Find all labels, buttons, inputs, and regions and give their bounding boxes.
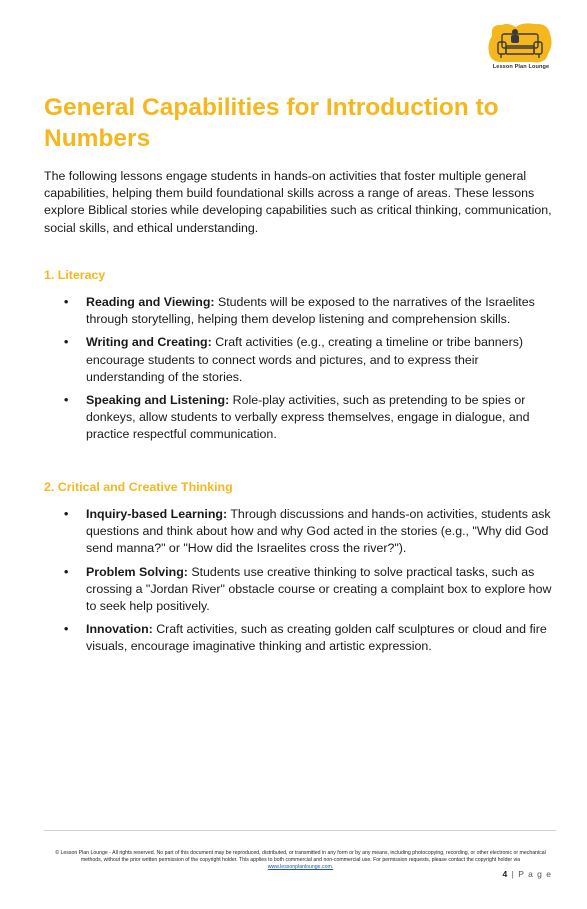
- list-item: [60, 294, 555, 328]
- logo-text: Lesson Plan Lounge: [492, 64, 550, 70]
- list-item: [60, 506, 555, 558]
- list-item-text: Role-play activities, such as pretending to be spies or donkeys, allow students to verbally express themselves, engage in dialogue, and practice respectful communication.: [86, 393, 530, 442]
- copyright-text: © Lesson Plan Lounge - All rights reserved. No part of this document may be reproduced, distributed, or transmitted in any form or by any means, including photocopying, recording, or other electronic or mechanical methods, without the prior written permission of the copyright holder. This applies to both commercial and non-commercial use. For permission requests, please contact the copyright holder via: [55, 850, 546, 863]
- list-item: [60, 621, 555, 655]
- intro-paragraph: The following lessons engage students in hands-on activities that foster multiple general capabilities, helping them build foundational skills across a range of areas. These lessons explore Biblical stories while developing capabilities such as critical thinking, communication, social skills, and ethical understanding.: [44, 169, 552, 235]
- sofa-icon: [486, 22, 556, 66]
- section-title-critical-thinking: 2. Critical and Creative Thinking: [44, 480, 233, 494]
- bullet: •: [64, 507, 69, 521]
- section-title-literacy: 1. Literacy: [44, 268, 106, 282]
- list-item-term: Reading and Viewing:: [86, 295, 215, 309]
- list-item-text: Craft activities, such as creating golden calf sculptures or cloud and fire visuals, encourage imaginative thinking and artistic expression.: [86, 622, 547, 654]
- list-item-text: Craft activities (e.g., creating a timeline or tribe banners) encourage students to connect words and pictures, and to express their understanding of the stories.: [86, 335, 524, 384]
- list-item-text: Students use creative thinking to solve practical tasks, such as crossing a "Jordan River" obstacle course or creating a complaint box to explore how to seek help positively.: [86, 564, 552, 614]
- bullet: •: [64, 622, 69, 637]
- bullet: •: [64, 393, 69, 408]
- bullet: •: [64, 564, 69, 579]
- list-item-term: Writing and Creating:: [86, 335, 212, 350]
- list-item-text: Through discussions and hands-on activities, students ask questions and think about how and why God acted in the stories (e.g., "Why did God send manna?" or "How did the Israelites cross the river?").: [86, 507, 551, 556]
- list-item-term: Speaking and Listening:: [86, 393, 230, 408]
- literacy-list: [60, 294, 555, 450]
- bullet: •: [64, 295, 69, 309]
- page-number: [503, 869, 552, 879]
- page-number-value: 4: [502, 869, 509, 879]
- logo: [486, 22, 556, 74]
- critical-thinking-list: [60, 506, 555, 662]
- list-item-term: Problem Solving:: [86, 564, 188, 579]
- footer-divider: [44, 830, 556, 831]
- list-item-term: Inquiry-based Learning:: [86, 507, 228, 521]
- list-item: [60, 564, 555, 616]
- copyright-notice: [48, 850, 553, 871]
- bullet: •: [64, 335, 69, 350]
- list-item-text: Students will be exposed to the narratives of the Israelites through storytelling, helping them develop listening and comprehension skills.: [86, 295, 535, 327]
- page-label: | P a g e: [511, 869, 552, 879]
- list-item-term: Innovation:: [86, 622, 153, 637]
- website-link[interactable]: www.lessonplanlounge.com.: [267, 864, 334, 870]
- list-item: [60, 334, 555, 386]
- list-item: [60, 392, 555, 444]
- page-title: General Capabilities for Introduction to Numbers: [44, 94, 499, 152]
